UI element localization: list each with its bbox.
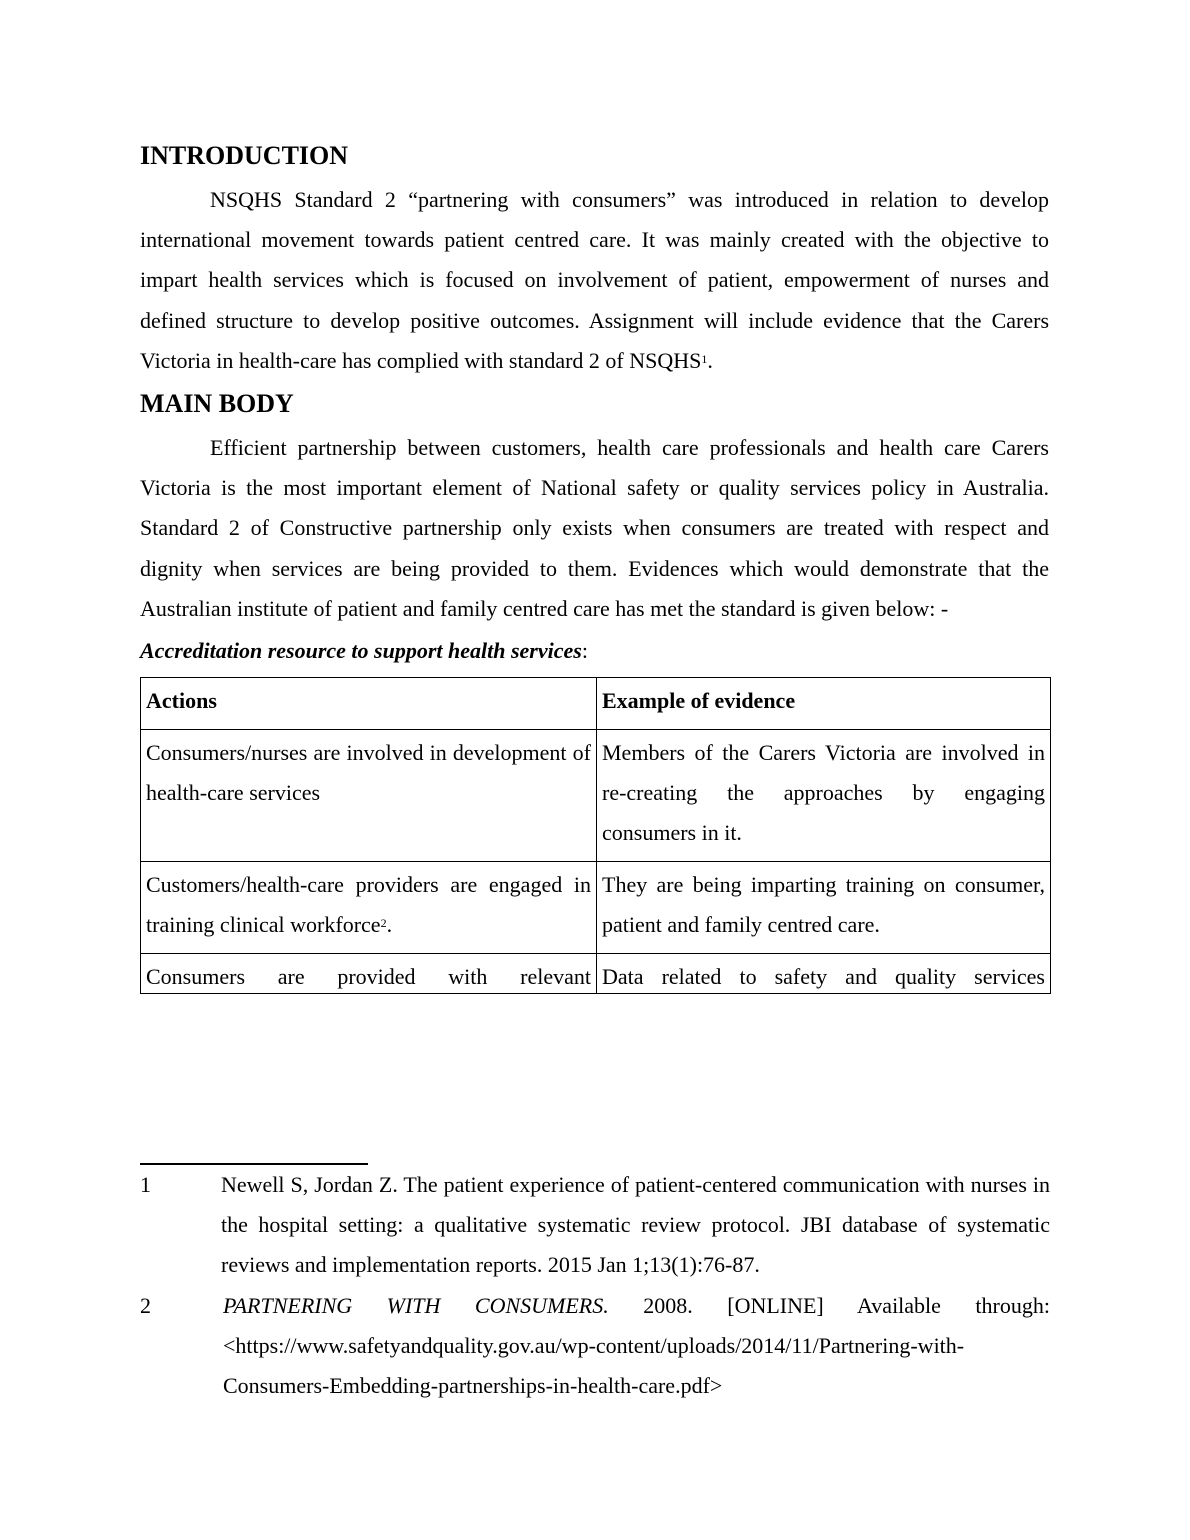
table-header-actions: Actions	[141, 678, 597, 730]
table-row	[141, 730, 1051, 862]
table-cell-evidence: They are being imparting training on consumer, patient and family centred care.	[597, 862, 1051, 954]
footnote-reference-2[interactable]: 2	[380, 916, 387, 930]
main-body-heading: MAIN BODY	[140, 389, 294, 418]
introduction-paragraph	[140, 180, 1049, 381]
introduction-heading: INTRODUCTION	[140, 141, 349, 170]
accreditation-subheading-text: Accreditation resource to support health services	[140, 638, 582, 663]
footnote-source: 2008. [ONLINE] Available through: <https://www.safetyandquality.gov.au/wp-content/uploads/2014/11/Partnering-with-Consumers-Embedding-partnerships-in-health-care.pdf>	[223, 1293, 1050, 1399]
table-header-evidence: Example of evidence	[597, 678, 1051, 730]
table-cell-action-text: Customers/health-care providers are engaged in training clinical workforce	[146, 872, 591, 937]
accreditation-subheading	[140, 634, 588, 668]
footnote-number: 2	[140, 1293, 151, 1318]
evidence-table	[140, 677, 1051, 994]
table-cell-action-text: Consumers are provided with relevant	[146, 964, 591, 989]
table-cell-action: Consumers/nurses are involved in development of health-care services	[141, 730, 597, 862]
table-row	[141, 862, 1051, 954]
table-header-row	[141, 678, 1051, 730]
table-cell-evidence-text: Data related to safety and quality services	[602, 964, 1045, 989]
table-cell-evidence	[597, 954, 1051, 994]
footnote-text	[223, 1286, 1050, 1407]
table-cell-evidence: Members of the Carers Victoria are involved in re-creating the approaches by engaging consumers in it.	[597, 730, 1051, 862]
footnote-2	[140, 1286, 1050, 1407]
introduction-text-end: .	[707, 347, 713, 373]
footnote-1	[140, 1165, 1050, 1286]
table-row	[141, 954, 1051, 994]
footnote-title: PARTNERING WITH CONSUMERS.	[223, 1293, 609, 1318]
footnote-reference-1[interactable]: 1	[701, 351, 708, 366]
table-cell-action-end: .	[386, 912, 393, 937]
table-cell-action	[141, 862, 597, 954]
accreditation-subheading-colon: :	[581, 638, 588, 663]
introduction-text: NSQHS Standard 2 “partnering with consumers” was introduced in relation to develop international movement towards patient centred care. It was mainly created with the objective to impart health services which is focused on involvement of patient, empowerment of nurses and defined structure to develop positive outcomes. Assignment will include evidence that the Carers Victoria in health-care has complied with standard 2 of NSQHS	[140, 187, 1049, 373]
footnote-number: 1	[140, 1172, 151, 1197]
main-body-paragraph: Efficient partnership between customers, health care professionals and health care Carers Victoria is the most important element of National safety or quality services policy in Australia. Standard 2 of Constructive partnership only exists when consumers are treated with respect and dignity when services are being provided to them. Evidences which would demonstrate that the Australian institute of patient and family centred care has met the standard is given below: -	[140, 435, 1049, 621]
footnote-text: Newell S, Jordan Z. The patient experience of patient-centered communication with nurses in the hospital setting: a qualitative systematic review protocol. JBI database of systematic reviews and implementation reports. 2015 Jan 1;13(1):76-87.	[221, 1172, 1050, 1278]
table-cell-action	[141, 954, 597, 994]
